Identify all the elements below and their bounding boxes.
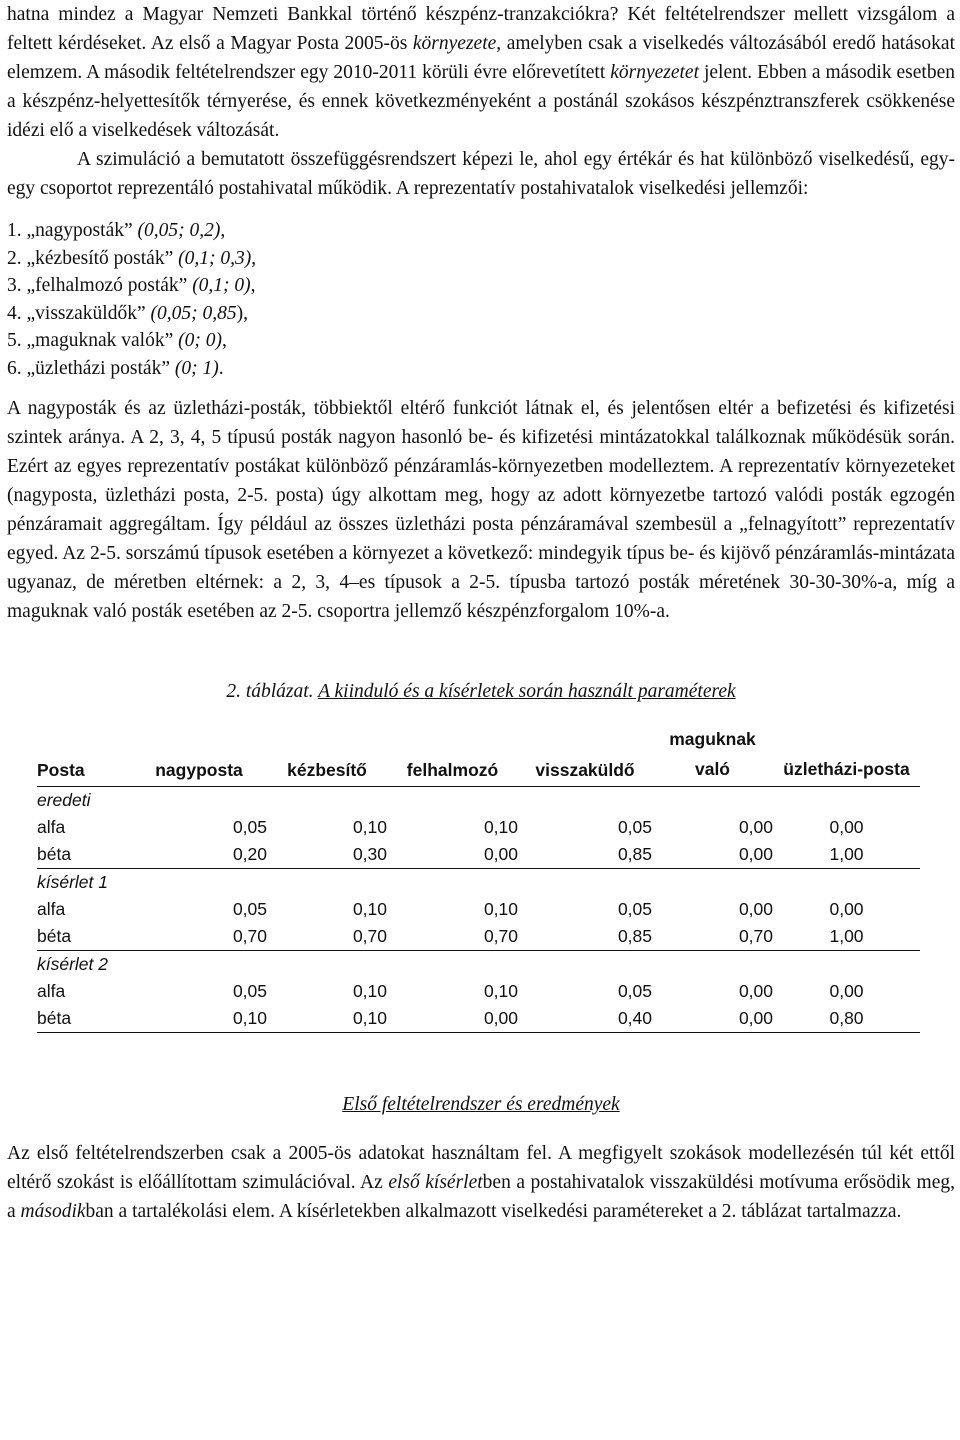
- group-label: kísérlet 2: [37, 951, 920, 979]
- table-cell: 0,05: [617, 899, 652, 919]
- table-row: [37, 978, 920, 1005]
- paragraph-environments: A nagyposták és az üzletházi-posták, többiektől eltérő funkciót látnak el, és jelentősen eltér a befizetési és kifizetési szintek aránya. A 2, 3, 4, 5 típusú posták nagyon hasonló be- és kifizetési mintázatokkal találkoznak működésük során. Ezért az egyes reprezentatív postákat különböző pénzáramlás-környezetben modelleztem. A reprezentatív környezeteket (nagyposta, üzletházi posta, 2-5. posta) úgy alkottam meg, hogy az adott környezetbe tartozó valódi posták egzogén pénzáramait aggregáltam. Így például az összes üzletházi posta pénzáramával szembesül a „felnagyított” reprezentatív egyed. Az 2-5. sorszámú típusok esetében a környezet a következő: mindegyik típus be- és kijövő pénzáramlás-mintázata ugyanaz, de méretben eltérnek: a 2, 3, 4–es típusok a 2-5. típusba tartozó posták méretének 30-30-30%-a, míg a maguknak való posták esetében az 2-5. csoportra jellemző készpénzforgalom 10%-a.: [7, 398, 955, 622]
- table-cell: 0,10: [483, 981, 518, 1001]
- section-title: Első feltételrendszer és eredmények: [342, 1094, 620, 1115]
- emphasis: környezete: [412, 33, 497, 54]
- table-cell: 0,85: [617, 844, 652, 864]
- row-label: alfa: [37, 817, 66, 837]
- table-cell: 0,00: [829, 817, 864, 837]
- table-cell: 0,70: [232, 926, 267, 946]
- column-header: visszaküldő: [535, 760, 635, 780]
- table-cell: 0,10: [352, 981, 387, 1001]
- emphasis: környezetet: [610, 62, 700, 83]
- text-span: ban a tartalékolási elem. A kísérletekben alkalmazott viselkedési paramétereket a 2. táblázat tartalmazza.: [85, 1201, 902, 1222]
- table-cell: 0,70: [483, 926, 518, 946]
- caption-title: A kiinduló és a kísérletek során használt paraméterek: [318, 681, 736, 702]
- row-label: alfa: [37, 899, 66, 919]
- table-cell: 0,00: [738, 899, 773, 919]
- table-cell: 0,20: [232, 844, 267, 864]
- paragraph-intro: [7, 0, 955, 145]
- text-span: jelent. Ebben a második esetben a készpénz-helyettesítők térnyerése, és ennek következményeként a postánál szokásos készpénztranszferek csökkenése idézi elő a viselkedések változását.: [7, 62, 956, 141]
- table-cell: 0,40: [518, 1005, 652, 1033]
- table-cell: 0,00: [829, 981, 864, 1001]
- list-item: 3. „felhalmozó posták” (0,1; 0),: [7, 275, 256, 296]
- table-cell: 0,10: [267, 1005, 387, 1033]
- parameter-table-wrap: [7, 724, 955, 1033]
- emphasis: második: [20, 1201, 86, 1222]
- column-header: nagyposta: [155, 760, 243, 780]
- table-cell: 0,10: [483, 817, 518, 837]
- table-group-row: [37, 787, 920, 815]
- group-label: kísérlet 1: [37, 869, 920, 897]
- emphasis: első kísérlet: [388, 1172, 483, 1193]
- column-header: kézbesítő: [287, 760, 367, 780]
- column-header: üzletházi-posta: [783, 759, 910, 779]
- table-cell: 0,05: [617, 981, 652, 1001]
- row-label: alfa: [37, 981, 66, 1001]
- list-item: 1. „nagyposták” (0,05; 0,2),: [7, 220, 226, 241]
- table-row: [37, 841, 920, 869]
- table-cell: 0,00: [483, 844, 518, 864]
- table-cell: 0,70: [352, 926, 387, 946]
- table-row: [37, 1005, 920, 1033]
- table-row: [37, 896, 920, 923]
- table-cell: 0,00: [829, 899, 864, 919]
- table-caption: [7, 678, 955, 706]
- column-header: Posta: [37, 760, 85, 780]
- table-cell: 0,05: [232, 817, 267, 837]
- group-label: eredeti: [37, 790, 91, 810]
- text-span: hatna mindez a Magyar Nemzeti Bankkal történő készpénz-tranzakciókra? Két feltételrendszer mellett vizsgálom a feltett kérdéseket. Az első a Magyar Posta 2005-ös: [7, 4, 955, 54]
- table-cell: 0,10: [131, 1005, 267, 1033]
- row-label: béta: [37, 844, 72, 864]
- document-page: [7, 0, 955, 1226]
- column-header: maguknak való: [669, 729, 756, 779]
- list-item: 4. „visszaküldők” (0,05; 0,85),: [7, 302, 249, 324]
- table-cell: 0,10: [352, 899, 387, 919]
- table-cell: 0,00: [387, 1005, 518, 1033]
- table-cell: 0,80: [773, 1005, 920, 1033]
- table-cell: 0,05: [617, 817, 652, 837]
- caption-number: 2. táblázat.: [226, 681, 314, 702]
- text-span: , amelyben csak a viselkedés változásából eredő hatásokat elemzem. A második feltételrendszer egy 2010-2011 körüli évre előrevetített: [7, 33, 955, 83]
- paragraph-simulation: A szimuláció a bemutatott összefüggésrendszert képezi le, ahol egy értékár és hat különböző viselkedésű, egy-egy csoportot reprezentáló postahivatal működik. A reprezentatív postahivatalok viselkedési jellemzői:: [7, 149, 955, 199]
- list-item: 2. „kézbesítő posták” (0,1; 0,3),: [7, 247, 257, 269]
- text-span: ben a postahivatalok visszaküldési motívuma erősödik meg, a: [7, 1172, 955, 1222]
- table-cell: 1,00: [829, 844, 864, 864]
- table-cell: 0,00: [652, 1005, 773, 1033]
- row-label: béta: [37, 1005, 131, 1033]
- text-span: Az első feltételrendszerben csak a 2005-ös adatokat használtam fel. A megfigyelt szokások modellezésén túl két ettől eltérő szokást is előállítottam szimulációval. Az: [7, 1143, 955, 1193]
- table-cell: 0,05: [232, 981, 267, 1001]
- table-cell: 0,00: [738, 817, 773, 837]
- table-row: [37, 814, 920, 841]
- table-cell: 0,00: [738, 844, 773, 864]
- parameter-table: [37, 724, 920, 1033]
- table-cell: 0,00: [738, 981, 773, 1001]
- list-item: 5. „maguknak valók” (0; 0),: [7, 330, 227, 351]
- table-row: [37, 923, 920, 951]
- table-cell: 0,10: [483, 899, 518, 919]
- table-header-row: [37, 724, 920, 787]
- table-cell: 0,10: [352, 817, 387, 837]
- row-label: béta: [37, 926, 72, 946]
- table-group-row: [37, 869, 920, 897]
- table-cell: 0,85: [617, 926, 652, 946]
- table-cell: 0,05: [232, 899, 267, 919]
- table-cell: 1,00: [829, 926, 864, 946]
- paragraph-first-condition: [7, 1139, 955, 1226]
- list-item: 6. „üzletházi posták” (0; 1).: [7, 357, 224, 379]
- table-cell: 0,30: [352, 844, 387, 864]
- column-header: felhalmozó: [406, 760, 499, 780]
- behaviour-list: [7, 217, 955, 382]
- table-group-row: [37, 951, 920, 979]
- table-cell: 0,70: [738, 926, 773, 946]
